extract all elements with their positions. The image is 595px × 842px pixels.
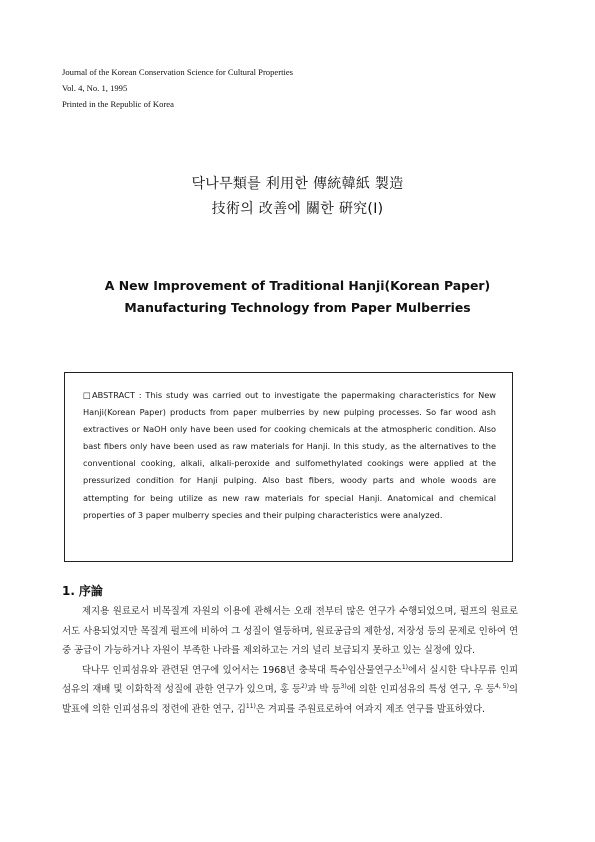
english-title-line2: Manufacturing Technology from Paper Mulberries [124, 300, 471, 315]
body-text-segment: 과 박 등 [307, 684, 341, 696]
body-text [62, 602, 518, 720]
body-text-segment: 에 의한 인피섬유의 특성 연구, 우 등 [346, 684, 496, 696]
citation: 4, 5) [495, 683, 509, 691]
journal-header [62, 64, 293, 112]
section-heading [62, 582, 107, 599]
body-text-segment: 은 겨피를 주원료로하여 여과지 제조 연구를 발표하였다. [255, 703, 486, 715]
citation: 11) [245, 702, 256, 710]
citation: 1) [401, 663, 408, 671]
body-text-segment: 에서 실시한 닥나무류 인피섬유의 재배 및 이화학적 성질에 관한 연구가 있으며, 홍 등 [62, 664, 518, 696]
korean-title-line2: 技術의 改善에 關한 硏究(Ⅰ) [211, 201, 384, 217]
section-title: 序論 [78, 584, 103, 598]
body-paragraph-1: 제지용 원료로서 비목질계 자원의 이용에 관해서는 오래 전부터 많은 연구가 수행되었으며, 펄프의 원료로서도 사용되었지만 목질계 펄프에 비하여 그 성질이 열등하며, 원료공급의 제한성, 저장성 등의 문제로 인하여 연중 공급이 가능하거나 자원이 부족한 나라를 제외하고는 거의 널리 보급되지 못하고 있는 실정에 있다. [62, 606, 518, 657]
journal-printed: Printed in the Republic of Korea [62, 99, 174, 109]
english-title-line1: A New Improvement of Traditional Hanji(Korean Paper) [104, 278, 491, 293]
korean-title-line1: 닥나무類를 利用한 傳統韓紙 製造 [191, 176, 404, 192]
english-title [0, 275, 595, 319]
abstract-text: This study was carried out to investigate the papermaking characteristics for New Hanji(Korean Paper) products from paper mulberries by new pulping processes. So far wood ash extractives or NaOH only have been used for cooking chemicals at the atmospheric condition. Also bast fibers only have been used as raw materials for Hanji. In this study, as the alternatives to the conventional cooking, alkali, alkali-peroxide and sulfomethylated cookings were applied at the pressurized condition for Hanji pulping. Also bast fibers, woody parts and whole woods are attempting for being utilize as new raw materials for special Hanji. Anatomical and chemical properties of 3 paper mulberry species and their pulping characteristics were analyzed. [83, 390, 496, 520]
korean-title [0, 172, 595, 222]
body-text-segment: 닥나무 인피섬유와 관련된 연구에 있어서는 1968년 충북대 특수임산물연구소 [82, 664, 402, 676]
body-text-segment: 의 발표에 의한 인피섬유의 정련에 관한 연구, 김 [62, 684, 518, 715]
journal-volume: Vol. 4, No. 1, 1995 [62, 83, 128, 93]
abstract-paragraph [83, 387, 496, 524]
citation: 2) [301, 683, 308, 691]
body-paragraph-2 [62, 661, 518, 720]
abstract-label: □ABSTRACT : [83, 390, 142, 400]
section-number: 1. [62, 584, 75, 598]
citation: 3) [340, 683, 347, 691]
journal-name: Journal of the Korean Conservation Science for Cultural Properties [62, 67, 294, 77]
abstract-box [64, 372, 513, 562]
